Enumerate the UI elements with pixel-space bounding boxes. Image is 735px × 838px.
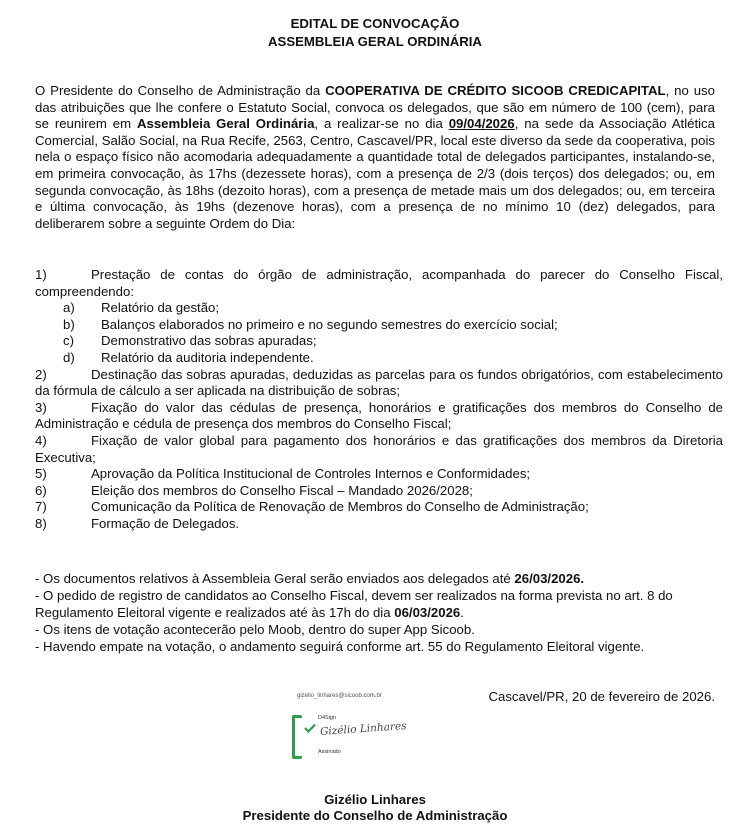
- agenda-item: [35, 267, 723, 300]
- documents-deadline: 26/03/2026.: [514, 571, 585, 586]
- agenda-item: [35, 367, 723, 400]
- agenda-item-text: Eleição dos membros do Conselho Fiscal – Mandado 2026/2028;: [91, 482, 473, 498]
- agenda-subitem: [35, 300, 723, 317]
- agenda-item-text: Prestação de contas do órgão de administração, acompanhada do parecer do Conselho Fiscal, compreendendo:: [35, 267, 723, 299]
- note-tie: - Havendo empate na votação, o andamento seguirá conforme art. 55 do Regulamento Eleitoral vigente.: [35, 638, 645, 654]
- signature-bracket: [292, 715, 302, 759]
- document-title: EDITAL DE CONVOCAÇÃO: [290, 16, 460, 31]
- signer-email: gizelio_linhares@sicoob.com.br: [297, 693, 382, 699]
- agenda-item-number: 7): [35, 499, 47, 515]
- intro-text-3: , a realizar-se no dia: [314, 116, 449, 132]
- agenda-item: [35, 400, 723, 433]
- subitem-letter: b): [63, 316, 75, 332]
- agenda-item-text: Aprovação da Política Institucional de Controles Internos e Conformidades;: [91, 466, 531, 482]
- subitem-text: Balanços elaborados no primeiro e no segundo semestres do exercício social;: [101, 316, 558, 332]
- subitem-text: Relatório da gestão;: [101, 300, 220, 316]
- agenda-item-number: 6): [35, 482, 47, 498]
- digital-signature: [292, 693, 407, 761]
- subitem-letter: c): [63, 333, 74, 349]
- note-text: .: [460, 604, 464, 620]
- assembly-date: 09/04/2026: [448, 116, 515, 132]
- agenda-item-text: Comunicação da Política de Renovação de Membros do Conselho de Administração;: [91, 499, 589, 515]
- agenda-item: [35, 516, 723, 533]
- signature-provider: D4Sign: [318, 715, 337, 721]
- agenda-item-text: Destinação das sobras apuradas, deduzidas as parcelas para os fundos obrigatórios, com estabelecimento da fórmula de cálculo a ser aplicada na distribuição de sobras;: [35, 366, 723, 399]
- note-text: - O pedido de registro de candidatos ao Conselho Fiscal, devem ser realizados na forma prevista no art. 8 do Regulamento Eleitoral vigente e realizados até às 17h do dia: [35, 587, 673, 620]
- agenda-item-text: Fixação de valor global para pagamento dos honorários e das gratificações dos membros da Diretoria Executiva;: [35, 432, 723, 465]
- agenda-list: [35, 267, 723, 533]
- registration-deadline: 06/03/2026: [394, 604, 461, 620]
- note-text: - Os documentos relativos à Assembleia Geral serão enviados aos delegados até: [35, 571, 515, 586]
- note-documents: [35, 571, 717, 588]
- document-subtitle: ASSEMBLEIA GERAL ORDINÁRIA: [268, 34, 482, 49]
- agenda-subitem: [35, 333, 723, 350]
- assembly-name: Assembleia Geral Ordinária: [136, 116, 315, 132]
- agenda-item-number: 3): [35, 399, 47, 415]
- agenda-item-number: 8): [35, 515, 47, 531]
- subitem-letter: a): [63, 300, 75, 316]
- note-voting: - Os itens de votação acontecerão pelo Moob, dentro do super App Sicoob.: [35, 621, 475, 637]
- agenda-item: [35, 499, 723, 516]
- agenda-item-text: Fixação do valor das cédulas de presença, honorários e gratificações dos membros do Conselho de Administração e cédula de presença dos membros do Conselho Fiscal;: [35, 399, 723, 432]
- handwritten-signature: Gizélio Linhares: [319, 719, 407, 739]
- signature-stamp: [292, 715, 407, 755]
- subitem-letter: d): [63, 349, 75, 365]
- signer-role: Presidente do Conselho de Administração: [242, 808, 508, 823]
- intro-text-2: , no uso das atribuições que lhe confere o Estatuto Social, convoca os delegados, que são em número de 100 (cem), para se reunirem em: [35, 83, 715, 132]
- agenda-item-number: 4): [35, 432, 47, 448]
- cooperative-name: COOPERATIVA DE CRÉDITO SICOOB CREDICAPITAL: [325, 83, 666, 98]
- subitem-text: Demonstrativo das sobras apuradas;: [101, 333, 317, 349]
- agenda-item-number: 5): [35, 466, 47, 482]
- agenda-item-text: Formação de Delegados.: [91, 515, 240, 531]
- intro-text-4: , na sede da Associação Atlética Comercial, Salão Social, na Rua Recife, 2563, Centro, Cascavel/PR, local este diverso da sede da cooperativa, pois nela o espaço físico não acomodaria adequadamente a quantidade total de delegados participantes, instalando-se, em primeira convocação, às 17hs (dezessete horas), com a presença de 2/3 (dois terços) dos delegados; ou, em segunda convocação, às 18hs (dezoito horas), com a presença de metade mais um dos delegados; ou, em terceira e última convocação, às 19hs (dezenove horas), com a presença de no mínimo 10 (dez) delegados, para deliberarem sobre a seguinte Ordem do Dia:: [35, 116, 715, 231]
- place-date: Cascavel/PR, 20 de fevereiro de 2026.: [488, 689, 715, 704]
- agenda-item: [35, 433, 723, 466]
- agenda-item: [35, 483, 723, 500]
- signer-name: Gizélio Linhares: [324, 792, 426, 807]
- agenda-item-number: 1): [35, 267, 47, 282]
- notes-section: [35, 571, 717, 656]
- agenda-subitem: [35, 317, 723, 334]
- agenda-item-number: 2): [35, 366, 47, 382]
- signature-status: Assinado: [318, 749, 341, 755]
- agenda-item: [35, 466, 723, 483]
- subitem-text: Relatório da auditoria independente.: [101, 349, 314, 365]
- intro-text-1: O Presidente do Conselho de Administração da: [35, 83, 326, 98]
- note-registration: [35, 588, 717, 622]
- agenda-subitem: [35, 350, 723, 367]
- intro-paragraph: [35, 83, 715, 232]
- check-icon: [304, 723, 316, 733]
